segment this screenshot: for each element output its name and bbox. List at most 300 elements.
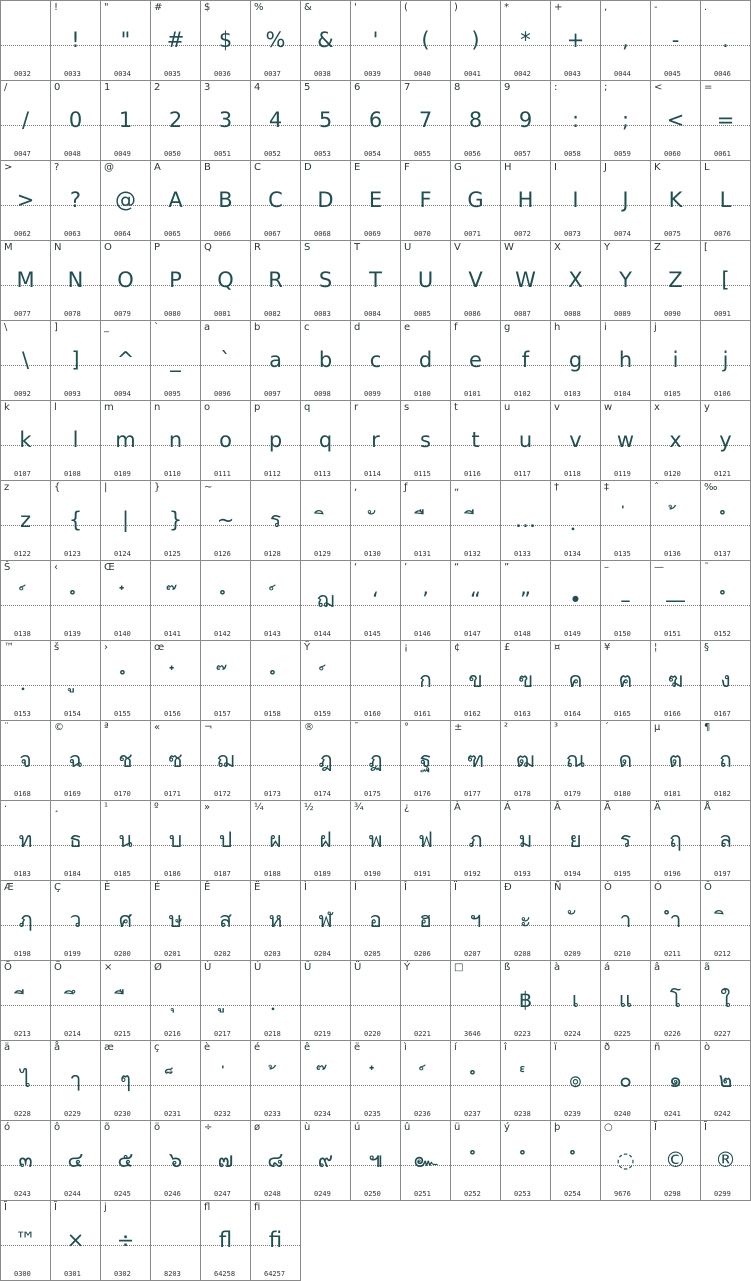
char-code: 0237 [464,1110,481,1118]
char-code: 0231 [164,1110,181,1118]
glyph-cell [401,641,451,721]
glyph-sample: ๖ [168,1148,183,1172]
char-code: 0194 [564,870,581,878]
keyboard-hint-char: Ĩ [54,1202,57,1213]
keyboard-hint-char: ? [54,162,60,173]
glyph-sample: i [672,348,679,372]
glyph-cell [351,641,401,721]
char-code: 0234 [314,1110,331,1118]
char-code: 0233 [264,1110,281,1118]
keyboard-hint-char: ¾ [354,802,364,813]
glyph-sample: r [371,428,380,452]
char-code: 9676 [614,1190,631,1198]
glyph-cell [451,1041,501,1121]
keyboard-hint-char: ’ [404,562,408,573]
glyph-cell [301,1,351,81]
char-code: 0165 [614,710,631,718]
glyph-cell [301,401,351,481]
keyboard-hint-char: † [554,482,559,493]
glyph-sample: 0 [68,108,83,132]
keyboard-hint-char: p [254,402,261,413]
glyph-cell [501,881,551,961]
glyph-sample: ภ [468,828,483,852]
keyboard-hint-char: 6 [354,82,361,93]
keyboard-hint-char: ó [4,1122,11,1133]
glyph-cell [201,721,251,801]
keyboard-hint-char: Æ [4,882,14,893]
glyph-sample [251,1063,300,1097]
glyph-sample: • [569,588,582,612]
glyph-sample [401,1063,450,1097]
keyboard-hint-char: ˜ [704,562,709,573]
char-code: 0046 [714,70,731,78]
glyph-cell [551,721,601,801]
keyboard-hint-char: é [254,1042,261,1053]
char-code: 0158 [264,710,281,718]
glyph-cell [451,1,501,81]
char-code: 0150 [614,630,631,638]
char-code: 0174 [314,790,331,798]
char-code: 0134 [564,550,581,558]
glyph-sample: [ [721,268,730,292]
glyph-sample: > [16,188,35,212]
glyph-sample: ห [268,908,283,932]
glyph-cell [101,161,151,241]
keyboard-hint-char: . [704,2,708,13]
char-code: 0090 [664,310,681,318]
glyph-sample: ฌ [216,748,235,772]
glyph-cell [701,881,751,961]
char-code: 0123 [64,550,81,558]
glyph-sample: ๏ [569,1068,582,1092]
glyph-cell [151,1,201,81]
glyph-sample: $ [218,28,233,52]
glyph-cell [701,961,751,1041]
keyboard-hint-char: Q [204,242,212,253]
glyph-sample [201,583,250,617]
glyph-cell [451,481,501,561]
keyboard-hint-char: æ [104,1042,114,1053]
glyph-sample: fl [218,1228,233,1252]
glyph-cell [101,1201,151,1281]
char-code: 0101 [464,390,481,398]
char-code: 0073 [564,230,581,238]
char-code: 0136 [664,550,681,558]
char-code: 0061 [714,150,731,158]
glyph-cell [51,481,101,561]
keyboard-hint-char: ¨ [4,722,9,733]
glyph-sample [701,903,750,937]
glyph-cell [251,1041,301,1121]
glyph-cell [701,321,751,401]
keyboard-hint-char: í [454,1042,457,1053]
keyboard-hint-char: ¦ [654,642,658,653]
char-code: 0140 [114,630,131,638]
glyph-cell [151,241,201,321]
char-code: 0167 [714,710,731,718]
char-code: 0229 [64,1110,81,1118]
keyboard-hint-char: ] [54,322,58,333]
glyph-cell [451,641,501,721]
char-code: 0036 [214,70,231,78]
glyph-cell [551,161,601,241]
keyboard-hint-char: û [404,1122,411,1133]
glyph-cell [101,1121,151,1201]
glyph-cell [1,161,51,241]
glyph-sample [51,583,100,617]
char-code: 0190 [364,870,381,878]
char-code: 0191 [414,870,431,878]
glyph-sample: O [117,268,134,292]
glyph-sample: * [520,28,531,52]
glyph-cell [1,801,51,881]
keyboard-hint-char: Ï [454,882,457,893]
glyph-sample: < [666,108,685,132]
glyph-cell [551,241,601,321]
keyboard-hint-char: ÷ [204,1122,213,1133]
glyph-cell [151,401,201,481]
glyph-cell [1,721,51,801]
glyph-cell [351,721,401,801]
keyboard-hint-char: " [104,2,109,13]
char-code: 0298 [664,1190,681,1198]
char-code: 0105 [664,390,681,398]
glyph-sample: t [471,428,480,452]
glyph-sample: + [566,28,585,52]
glyph-cell [301,641,351,721]
glyph-cell [701,241,751,321]
char-code: 0082 [264,310,281,318]
keyboard-hint-char: ¹ [104,802,109,813]
keyboard-hint-char: Ö [54,962,62,973]
char-code: 0175 [364,790,381,798]
glyph-sample: I [572,188,579,212]
char-code: 0225 [614,1030,631,1038]
keyboard-hint-char: Ð [504,882,512,893]
char-code: 0069 [364,230,381,238]
glyph-cell [501,1041,551,1121]
glyph-sample [1,23,50,57]
keyboard-hint-char: L [704,162,710,173]
char-code: 0067 [264,230,281,238]
glyph-cell [401,1,451,81]
keyboard-hint-char: S [304,242,311,253]
glyph-sample: C [268,188,283,212]
glyph-cell [351,1,401,81]
glyph-cell [401,401,451,481]
char-code: 3646 [464,1030,481,1038]
glyph-sample: จ [19,748,32,772]
char-code: 0043 [564,70,581,78]
char-code: 0216 [164,1030,181,1038]
glyph-cell [101,481,151,561]
glyph-cell [501,1,551,81]
glyph-cell [651,1041,701,1121]
glyph-sample: ผ [269,828,282,852]
glyph-sample: ฉ [68,748,83,772]
glyph-sample: ‘ [372,588,379,612]
glyph-cell [201,481,251,561]
keyboard-hint-char: œ [154,642,165,653]
char-code: 0241 [664,1110,681,1118]
glyph-sample: & [317,28,334,52]
char-code: 0184 [64,870,81,878]
keyboard-hint-char: Ø [154,962,162,973]
glyph-sample: e [469,348,482,372]
keyboard-hint-char: s [404,402,410,413]
char-code: 0200 [114,950,131,958]
glyph-sample [551,1143,600,1177]
glyph-sample: ๆ [119,1068,132,1092]
glyph-sample: f [521,348,530,372]
char-code: 0075 [664,230,681,238]
glyph-cell [401,321,451,401]
keyboard-hint-char: E [354,162,361,173]
glyph-sample: ค [568,668,583,692]
char-code: 0038 [314,70,331,78]
keyboard-hint-char: l [54,402,57,413]
keyboard-hint-char: ° [404,722,409,733]
keyboard-hint-char: ® [304,722,314,733]
char-code: 0089 [614,310,631,318]
char-code: 0094 [114,390,131,398]
glyph-sample [1,663,50,697]
char-code: 0085 [414,310,431,318]
glyph-cell [551,881,601,961]
keyboard-hint-char: w [604,402,613,413]
char-code: 0081 [214,310,231,318]
keyboard-hint-char: ‘ [354,562,358,573]
char-code: 0252 [464,1190,481,1198]
keyboard-hint-char: T [354,242,361,253]
keyboard-hint-char: ã [704,962,711,973]
keyboard-hint-char: “ [454,562,460,573]
char-code: 0103 [564,390,581,398]
glyph-sample: ] [71,348,80,372]
keyboard-hint-char: i [604,322,607,333]
glyph-cell [701,1041,751,1121]
glyph-sample: ! [71,28,80,52]
char-code: 0299 [714,1190,731,1198]
glyph-cell [501,161,551,241]
glyph-sample: ` [220,348,231,372]
char-code: 0074 [614,230,631,238]
glyph-cell [51,401,101,481]
glyph-sample: R [268,268,283,292]
glyph-cell [701,401,751,481]
glyph-cell [451,961,501,1041]
char-code: 0250 [364,1190,381,1198]
char-code: 0060 [664,150,681,158]
glyph-cell [651,481,701,561]
char-code: 0178 [514,790,531,798]
glyph-cell [201,881,251,961]
glyph-sample: × [66,1228,85,1252]
glyph-cell [251,1201,301,1281]
glyph-sample: ฎ [318,748,333,772]
glyph-cell [601,801,651,881]
glyph-cell [601,721,651,801]
keyboard-hint-char: ¯ [354,722,359,733]
glyph-cell [301,81,351,161]
glyph-cell [601,561,651,641]
char-code: 0078 [64,310,81,318]
glyph-sample: ท [18,828,33,852]
glyph-cell [701,1121,751,1201]
keyboard-hint-char: Ĩ [704,1122,707,1133]
glyph-cell [351,81,401,161]
char-code: 0076 [714,230,731,238]
glyph-sample: ๙ [317,1148,334,1172]
keyboard-hint-char: ä [4,1042,11,1053]
keyboard-hint-char: ï [554,1042,557,1053]
glyph-sample: S [318,268,333,292]
glyph-cell [351,1041,401,1121]
glyph-cell [651,961,701,1041]
keyboard-hint-char: ¼ [254,802,264,813]
glyph-sample: ษ [168,908,183,932]
keyboard-hint-char: v [554,402,560,413]
char-code: 0170 [114,790,131,798]
char-code: 8203 [164,1270,181,1278]
glyph-sample: , [622,28,629,52]
keyboard-hint-char: › [104,642,108,653]
glyph-cell [401,881,451,961]
glyph-cell [51,81,101,161]
keyboard-hint-char: » [204,802,211,813]
glyph-sample: ◌ [616,1148,635,1172]
keyboard-hint-char: \ [4,322,8,333]
keyboard-hint-char: 2 [154,82,161,93]
keyboard-hint-char: ¥ [604,642,611,653]
keyboard-hint-char: Õ [4,962,12,973]
glyph-cell [151,81,201,161]
glyph-cell [651,801,701,881]
keyboard-hint-char: Î [404,882,407,893]
keyboard-hint-char: ” [504,562,510,573]
char-code: 0176 [414,790,431,798]
keyboard-hint-char: R [254,242,261,253]
char-code: 0254 [564,1190,581,1198]
glyph-sample: p [268,428,283,452]
glyph-cell [601,241,651,321]
char-code: 0111 [214,470,231,478]
keyboard-hint-char: ² [504,722,509,733]
glyph-cell [451,1121,501,1201]
keyboard-hint-char: ± [454,722,463,733]
glyph-cell [251,401,301,481]
glyph-sample: H [517,188,534,212]
keyboard-hint-char: I [554,162,557,173]
glyph-sample: ข [468,668,483,692]
glyph-sample: ฅ [618,668,633,692]
keyboard-hint-char: > [4,162,13,173]
glyph-cell [651,721,701,801]
glyph-cell [501,641,551,721]
char-code: 0198 [14,950,31,958]
keyboard-hint-char: ; [604,82,608,93]
keyboard-hint-char: K [654,162,661,173]
char-code: 0171 [164,790,181,798]
char-code: 0056 [464,150,481,158]
glyph-sample: ÷ [116,1228,135,1252]
keyboard-hint-char: ò [704,1042,711,1053]
keyboard-hint-char: ) [454,2,458,13]
keyboard-hint-char: ¢ [454,642,461,653]
char-code: 0164 [564,710,581,718]
char-code: 0199 [64,950,81,958]
glyph-cell [51,1201,101,1281]
glyph-sample: ’ [422,588,429,612]
glyph-cell [701,1,751,81]
keyboard-hint-char: ö [154,1122,161,1133]
glyph-sample: น [118,828,133,852]
glyph-cell [151,161,201,241]
glyph-sample: ซ [168,748,183,772]
glyph-cell [651,81,701,161]
glyph-sample: E [368,188,383,212]
char-code: 0183 [14,870,31,878]
keyboard-hint-char: o [204,402,211,413]
glyph-sample: ป [218,828,233,852]
glyph-cell [251,801,301,881]
glyph-cell [251,1,301,81]
glyph-sample [101,983,150,1017]
glyph-sample: D [317,188,334,212]
keyboard-hint-char: P [154,242,161,253]
glyph-cell [301,961,351,1041]
glyph-cell [51,161,101,241]
glyph-cell [201,561,251,641]
glyph-sample [301,1063,350,1097]
glyph-cell [301,1041,351,1121]
glyph-cell [101,321,151,401]
glyph-cell [501,481,551,561]
glyph-sample: ฆ [667,668,684,692]
char-code: 0147 [464,630,481,638]
glyph-sample: x [669,428,682,452]
glyph-sample: a [269,348,282,372]
glyph-sample: = [716,108,735,132]
char-code: 0215 [114,1030,131,1038]
keyboard-hint-char: B [204,162,211,173]
char-code: 0071 [464,230,481,238]
glyph-sample: } [168,508,183,532]
glyph-cell [451,801,501,881]
glyph-sample: ฮ [419,908,432,932]
char-code: 0044 [614,70,631,78]
char-code: 0159 [314,710,331,718]
glyph-sample: V [468,268,483,292]
glyph-cell [551,401,601,481]
glyph-sample: U [417,268,434,292]
keyboard-hint-char: Ñ [554,882,562,893]
glyph-sample: Z [668,268,683,292]
glyph-cell [351,401,401,481]
glyph-sample: ๐ [619,1068,632,1092]
glyph-cell [601,401,651,481]
glyph-sample: w [616,428,635,452]
char-code: 0300 [14,1270,31,1278]
glyph-cell [251,721,301,801]
glyph-sample: ต [668,748,683,772]
char-code: 0112 [264,470,281,478]
glyph-cell [151,1041,201,1121]
char-code: 0205 [364,950,381,958]
glyph-sample: ๑ [668,1068,683,1092]
glyph-cell [501,401,551,481]
char-code: 0137 [714,550,731,558]
